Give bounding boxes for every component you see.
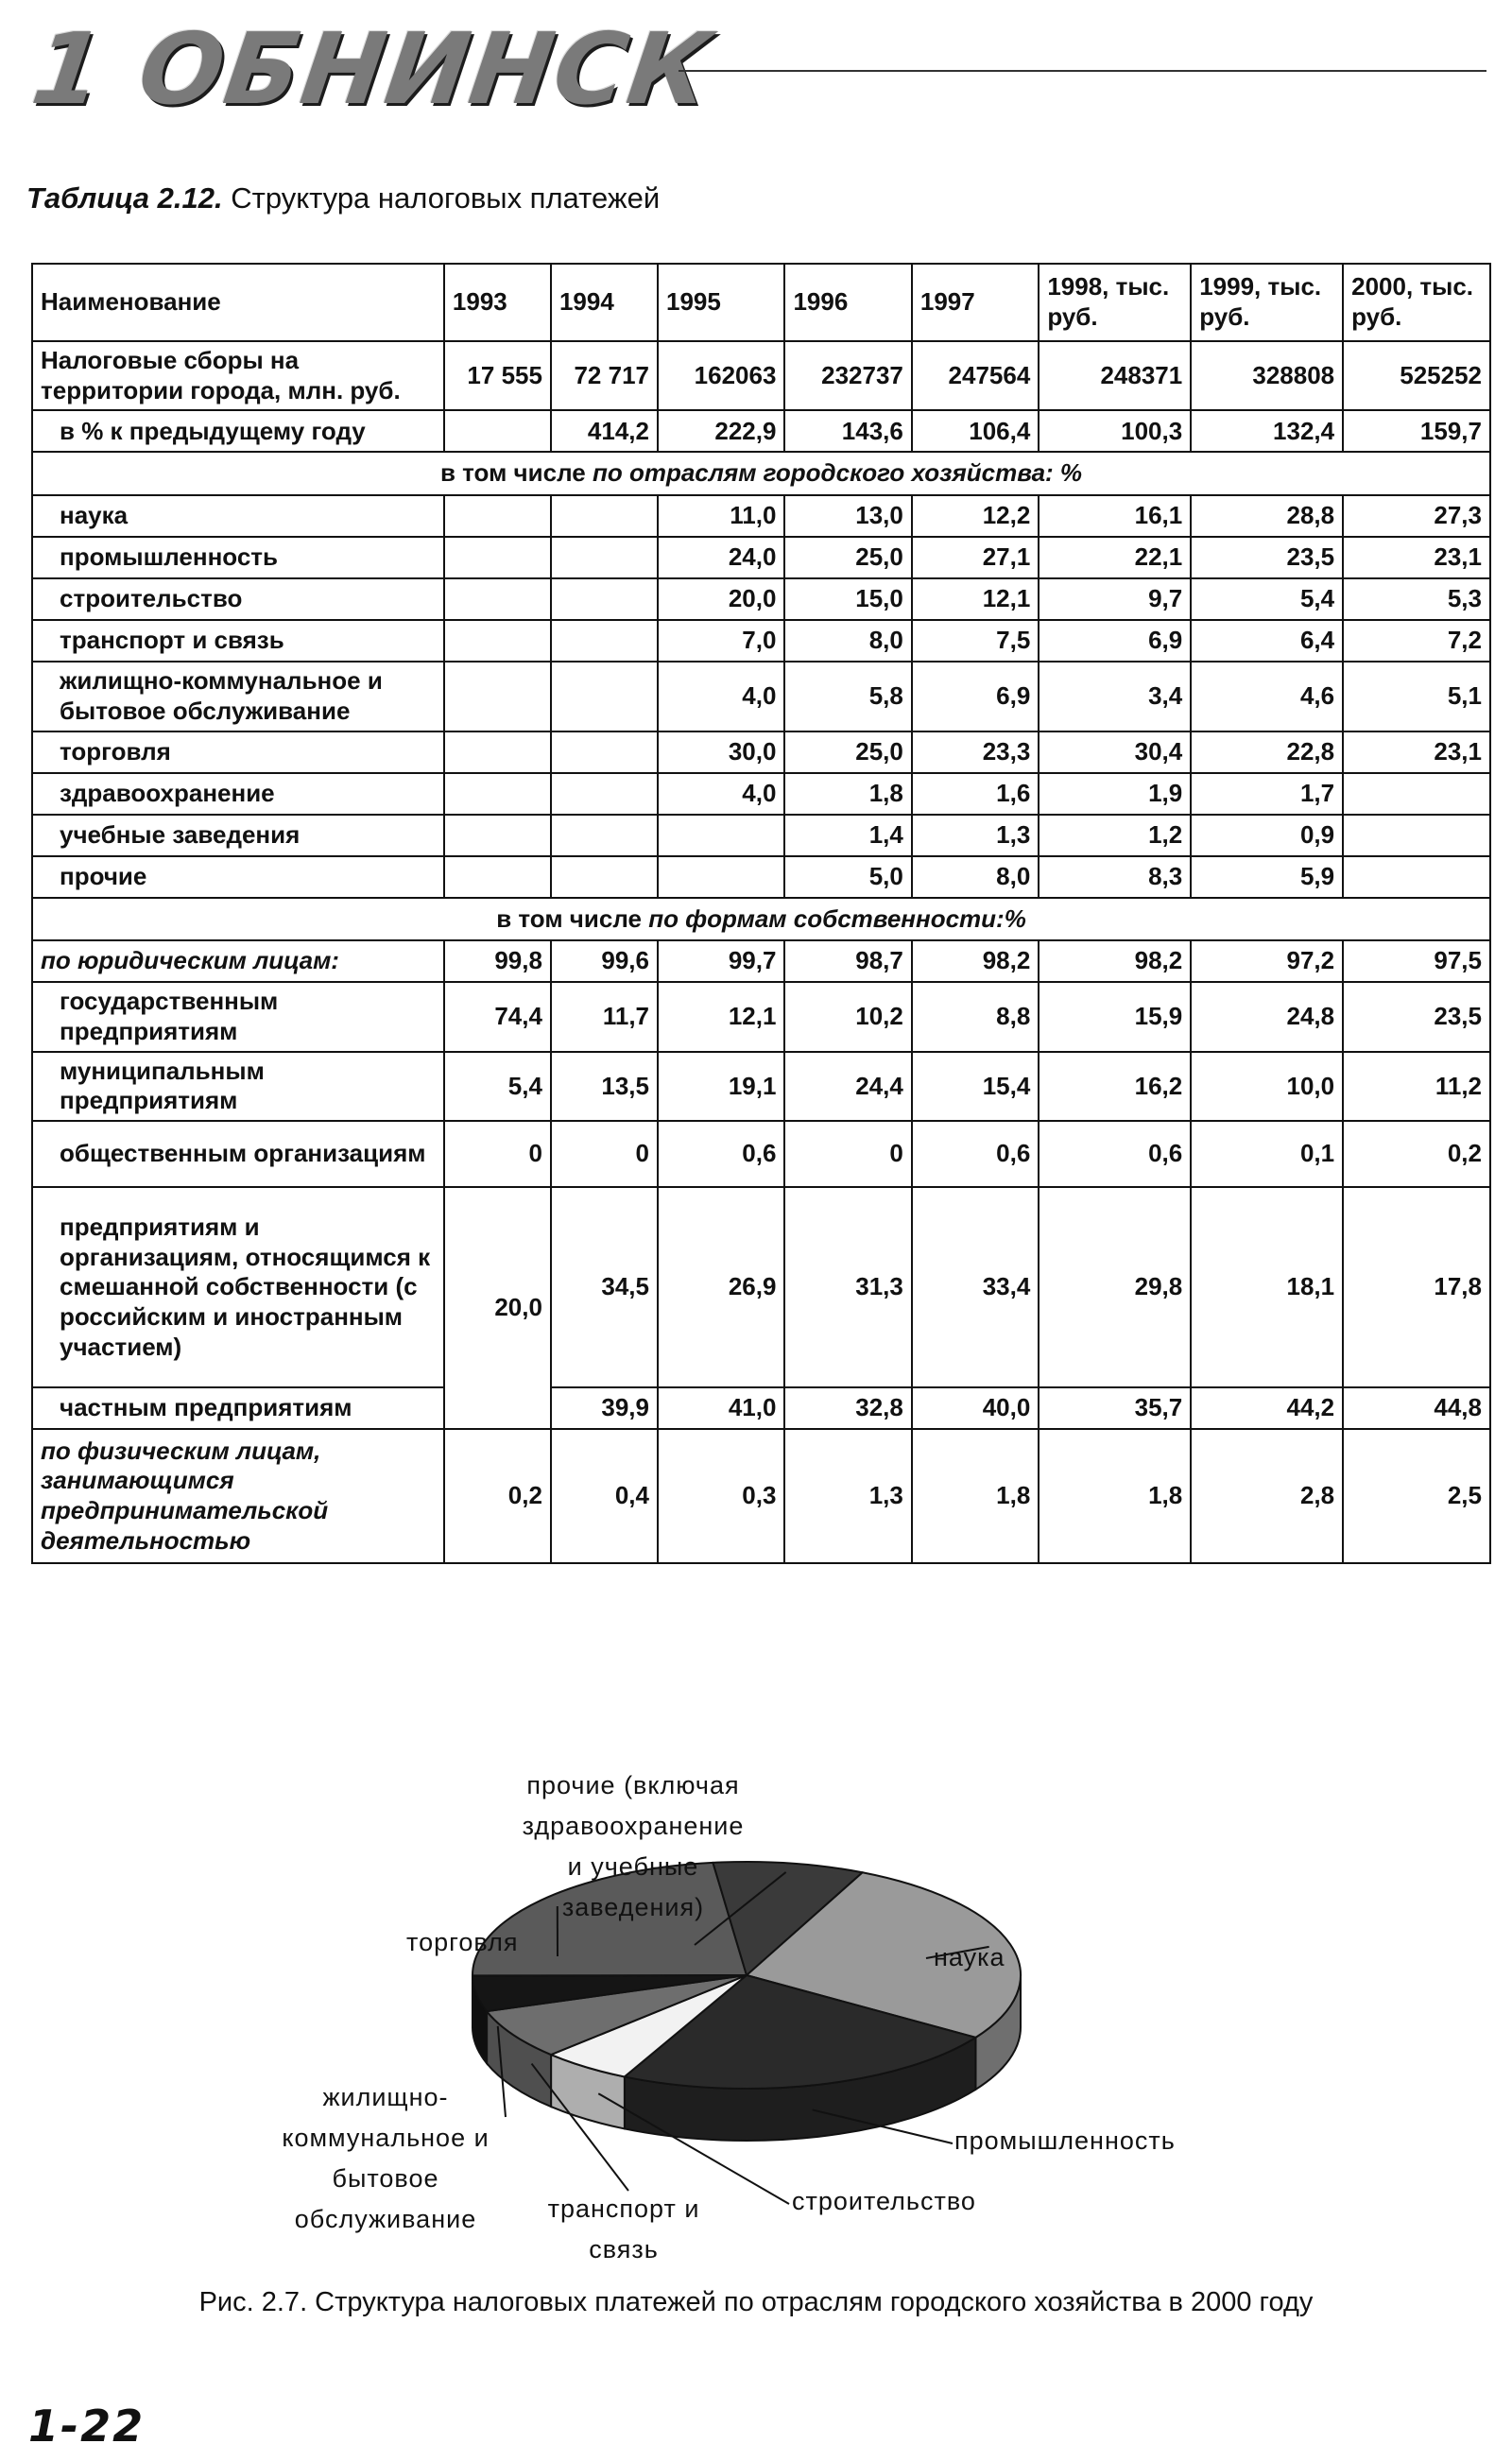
cell — [444, 495, 551, 537]
table-row — [32, 731, 1490, 773]
row-name: общественным организациям — [32, 1121, 444, 1187]
label-other — [491, 1765, 775, 1928]
cell: 328808 — [1191, 341, 1343, 410]
table-row — [32, 1121, 1490, 1187]
cell: 12,1 — [658, 982, 784, 1051]
row-name: жилищно-коммунальное и бытовое обслуживание — [32, 662, 444, 731]
cell: 132,4 — [1191, 410, 1343, 452]
cell: 1,4 — [784, 815, 911, 856]
cell — [444, 620, 551, 662]
table-caption-title: Структура налоговых платежей — [231, 181, 661, 215]
table-row — [32, 982, 1490, 1051]
cell — [551, 578, 658, 620]
cell: 1,8 — [912, 1429, 1039, 1563]
table-caption-label: Таблица 2.12. — [26, 181, 223, 215]
cell: 0 — [444, 1121, 551, 1187]
cell: 5,4 — [1191, 578, 1343, 620]
label-line: связь — [589, 2235, 659, 2263]
cell: 222,9 — [658, 410, 784, 452]
cell: 1,2 — [1039, 815, 1191, 856]
cell: 26,9 — [658, 1187, 784, 1387]
cell: 1,8 — [1039, 1429, 1191, 1563]
cell: 11,2 — [1343, 1052, 1490, 1121]
table-row — [32, 815, 1490, 856]
label-transport — [529, 2189, 718, 2270]
label-line: бытовое — [332, 2164, 439, 2193]
cell: 35,7 — [1039, 1387, 1191, 1429]
cell: 39,9 — [551, 1387, 658, 1429]
cell: 6,4 — [1191, 620, 1343, 662]
cell — [444, 815, 551, 856]
cell: 1,3 — [912, 815, 1039, 856]
cell: 17,8 — [1343, 1187, 1490, 1387]
row-name: промышленность — [32, 537, 444, 578]
header-cell: 1996 — [784, 264, 911, 341]
cell: 0,6 — [912, 1121, 1039, 1187]
cell: 1,6 — [912, 773, 1039, 815]
row-name: по физическим лицам, занимающимся предпринимательской деятельностью — [32, 1429, 444, 1563]
cell — [551, 731, 658, 773]
header-rule — [679, 70, 1486, 72]
label-line: и учебные — [567, 1852, 699, 1881]
row-name: здравоохранение — [32, 773, 444, 815]
cell: 247564 — [912, 341, 1039, 410]
table-row — [32, 620, 1490, 662]
cell: 25,0 — [784, 537, 911, 578]
cell: 24,4 — [784, 1052, 911, 1121]
row-name: торговля — [32, 731, 444, 773]
header-cell: Наименование — [32, 264, 444, 341]
cell — [1343, 856, 1490, 898]
section-prefix: в том числе — [439, 458, 586, 488]
row-name: предприятиям и организациям, относящимся к смешанной собственности (с российским и иностранным участием) — [32, 1187, 444, 1387]
row-name: прочие — [32, 856, 444, 898]
cell: 8,8 — [912, 982, 1039, 1051]
cell: 15,0 — [784, 578, 911, 620]
cell — [551, 495, 658, 537]
cell: 0 — [784, 1121, 911, 1187]
cell: 17 555 — [444, 341, 551, 410]
label-construction: строительство — [792, 2187, 976, 2215]
cell: 18,1 — [1191, 1187, 1343, 1387]
cell: 9,7 — [1039, 578, 1191, 620]
label-line: жилищно- — [322, 2083, 449, 2111]
cell: 97,2 — [1191, 940, 1343, 982]
table-row — [32, 1052, 1490, 1121]
cell: 0,1 — [1191, 1121, 1343, 1187]
cell: 44,8 — [1343, 1387, 1490, 1429]
cell: 97,5 — [1343, 940, 1490, 982]
cell: 8,0 — [784, 620, 911, 662]
table-row — [32, 341, 1490, 410]
cell — [551, 537, 658, 578]
row-name: транспорт и связь — [32, 620, 444, 662]
cell: 159,7 — [1343, 410, 1490, 452]
row-name: учебные заведения — [32, 815, 444, 856]
cell: 13,5 — [551, 1052, 658, 1121]
table-row — [32, 940, 1490, 982]
cell: 99,7 — [658, 940, 784, 982]
cell: 16,1 — [1039, 495, 1191, 537]
cell: 99,6 — [551, 940, 658, 982]
cell: 0,9 — [1191, 815, 1343, 856]
cell: 28,8 — [1191, 495, 1343, 537]
cell: 248371 — [1039, 341, 1191, 410]
cell: 4,0 — [658, 773, 784, 815]
cell: 15,9 — [1039, 982, 1191, 1051]
cell: 3,4 — [1039, 662, 1191, 731]
cell — [551, 662, 658, 731]
cell: 31,3 — [784, 1187, 911, 1387]
cell: 162063 — [658, 341, 784, 410]
cell — [551, 620, 658, 662]
cell: 5,4 — [444, 1052, 551, 1121]
cell: 72 717 — [551, 341, 658, 410]
row-name: в % к предыдущему году — [32, 410, 444, 452]
cell: 34,5 — [551, 1187, 658, 1387]
section-prefix: в том числе — [496, 904, 642, 933]
cell: 11,0 — [658, 495, 784, 537]
cell — [658, 815, 784, 856]
ownership-body — [32, 982, 1490, 1187]
cell: 12,2 — [912, 495, 1039, 537]
cell: 40,0 — [912, 1387, 1039, 1429]
cell: 0,2 — [1343, 1121, 1490, 1187]
cell: 15,4 — [912, 1052, 1039, 1121]
table-row — [32, 1187, 1490, 1387]
table-row — [32, 495, 1490, 537]
table-row — [32, 410, 1490, 452]
table-row — [32, 537, 1490, 578]
cell: 74,4 — [444, 982, 551, 1051]
cell: 143,6 — [784, 410, 911, 452]
cell: 23,3 — [912, 731, 1039, 773]
cell: 7,0 — [658, 620, 784, 662]
row-name: государственным предприятиям — [32, 982, 444, 1051]
cell: 30,0 — [658, 731, 784, 773]
label-line: коммунальное и — [282, 2124, 490, 2152]
section-row — [32, 452, 1490, 495]
cell — [1343, 815, 1490, 856]
cell: 1,3 — [784, 1429, 911, 1563]
cell: 8,3 — [1039, 856, 1191, 898]
cell: 27,3 — [1343, 495, 1490, 537]
cell: 5,3 — [1343, 578, 1490, 620]
cell: 23,5 — [1343, 982, 1490, 1051]
cell: 20,0 — [658, 578, 784, 620]
cell: 10,0 — [1191, 1052, 1343, 1121]
header-cell: 1998, тыс. руб. — [1039, 264, 1191, 341]
label-line: транспорт и — [547, 2194, 700, 2223]
cell: 4,6 — [1191, 662, 1343, 731]
cell: 29,8 — [1039, 1187, 1191, 1387]
cell: 1,9 — [1039, 773, 1191, 815]
figure-caption: Рис. 2.7. Структура налоговых платежей по отраслям городского хозяйства в 2000 году — [198, 2287, 1314, 2317]
cell: 24,8 — [1191, 982, 1343, 1051]
label-trade: торговля — [406, 1928, 519, 1956]
label-housing — [263, 2077, 508, 2240]
cell — [444, 731, 551, 773]
cell: 1,8 — [784, 773, 911, 815]
cell: 41,0 — [658, 1387, 784, 1429]
cell: 7,5 — [912, 620, 1039, 662]
row-name: наука — [32, 495, 444, 537]
cell — [444, 662, 551, 731]
cell: 32,8 — [784, 1387, 911, 1429]
cell: 2,5 — [1343, 1429, 1490, 1563]
header-cell: 1997 — [912, 264, 1039, 341]
cell-merged: 20,0 — [444, 1187, 551, 1429]
cell: 4,0 — [658, 662, 784, 731]
cell: 10,2 — [784, 982, 911, 1051]
cell: 5,0 — [784, 856, 911, 898]
header-cell: 1994 — [551, 264, 658, 341]
cell: 23,1 — [1343, 537, 1490, 578]
cell: 25,0 — [784, 731, 911, 773]
cell — [444, 410, 551, 452]
cell: 2,8 — [1191, 1429, 1343, 1563]
cell — [551, 856, 658, 898]
label-line: прочие (включая — [526, 1771, 740, 1799]
cell: 106,4 — [912, 410, 1039, 452]
label-line: заведения) — [561, 1893, 705, 1921]
cell — [444, 537, 551, 578]
header-cell: 1993 — [444, 264, 551, 341]
cell: 98,2 — [912, 940, 1039, 982]
cell: 5,8 — [784, 662, 911, 731]
row-name: по юридическим лицам: — [32, 940, 444, 982]
cell: 11,7 — [551, 982, 658, 1051]
section-emph: по формам собственности:% — [648, 904, 1026, 933]
cell: 0,3 — [658, 1429, 784, 1563]
table-row — [32, 773, 1490, 815]
label-line: здравоохранение — [522, 1812, 745, 1840]
cell: 232737 — [784, 341, 911, 410]
cell: 12,1 — [912, 578, 1039, 620]
cell: 5,1 — [1343, 662, 1490, 731]
cell: 6,9 — [912, 662, 1039, 731]
cell: 5,9 — [1191, 856, 1343, 898]
cell: 7,2 — [1343, 620, 1490, 662]
cell: 98,2 — [1039, 940, 1191, 982]
cell: 525252 — [1343, 341, 1490, 410]
cell: 414,2 — [551, 410, 658, 452]
header-cell: 1995 — [658, 264, 784, 341]
cell: 22,8 — [1191, 731, 1343, 773]
header-cell: 2000, тыс. руб. — [1343, 264, 1490, 341]
cell: 22,1 — [1039, 537, 1191, 578]
table-row — [32, 856, 1490, 898]
table-row — [32, 1429, 1490, 1563]
section-emph: по отраслям городского хозяйства: % — [592, 458, 1083, 488]
cell — [444, 856, 551, 898]
cell: 0 — [551, 1121, 658, 1187]
cell: 13,0 — [784, 495, 911, 537]
cell: 23,5 — [1191, 537, 1343, 578]
label-science: наука — [934, 1943, 1005, 1971]
logo-obninsk: 1 ОБНИНСК — [26, 11, 720, 127]
cell: 24,0 — [658, 537, 784, 578]
cell: 0,6 — [658, 1121, 784, 1187]
pie-figure — [0, 1720, 1512, 2325]
cell: 99,8 — [444, 940, 551, 982]
cell: 19,1 — [658, 1052, 784, 1121]
section-branches — [32, 452, 1490, 495]
cell: 6,9 — [1039, 620, 1191, 662]
section-row — [32, 898, 1490, 941]
tax-table — [31, 263, 1491, 1564]
cell: 16,2 — [1039, 1052, 1191, 1121]
table-row — [32, 578, 1490, 620]
cell: 8,0 — [912, 856, 1039, 898]
label-line: обслуживание — [294, 2205, 477, 2233]
table-row — [32, 1387, 1490, 1429]
page-header — [26, 11, 1486, 127]
cell: 98,7 — [784, 940, 911, 982]
cell: 27,1 — [912, 537, 1039, 578]
header-cell: 1999, тыс. руб. — [1191, 264, 1343, 341]
row-name: Налоговые сборы на территории города, млн. руб. — [32, 341, 444, 410]
cell: 0,2 — [444, 1429, 551, 1563]
cell: 30,4 — [1039, 731, 1191, 773]
table-header-row — [32, 264, 1490, 341]
cell — [444, 773, 551, 815]
page-number: 1-22 — [28, 2401, 146, 2452]
table-row — [32, 662, 1490, 731]
row-name: строительство — [32, 578, 444, 620]
section-ownership — [32, 898, 1490, 941]
label-industry: промышленность — [954, 2126, 1176, 2155]
cell — [658, 856, 784, 898]
cell: 1,7 — [1191, 773, 1343, 815]
cell: 23,1 — [1343, 731, 1490, 773]
branches-body — [32, 495, 1490, 897]
cell — [551, 773, 658, 815]
cell: 0,6 — [1039, 1121, 1191, 1187]
cell — [551, 815, 658, 856]
cell: 0,4 — [551, 1429, 658, 1563]
cell: 100,3 — [1039, 410, 1191, 452]
row-name: частным предприятиям — [32, 1387, 444, 1429]
cell — [444, 578, 551, 620]
row-name: муниципальным предприятиям — [32, 1052, 444, 1121]
cell: 44,2 — [1191, 1387, 1343, 1429]
table-caption — [26, 181, 660, 215]
cell — [1343, 773, 1490, 815]
cell: 33,4 — [912, 1187, 1039, 1387]
